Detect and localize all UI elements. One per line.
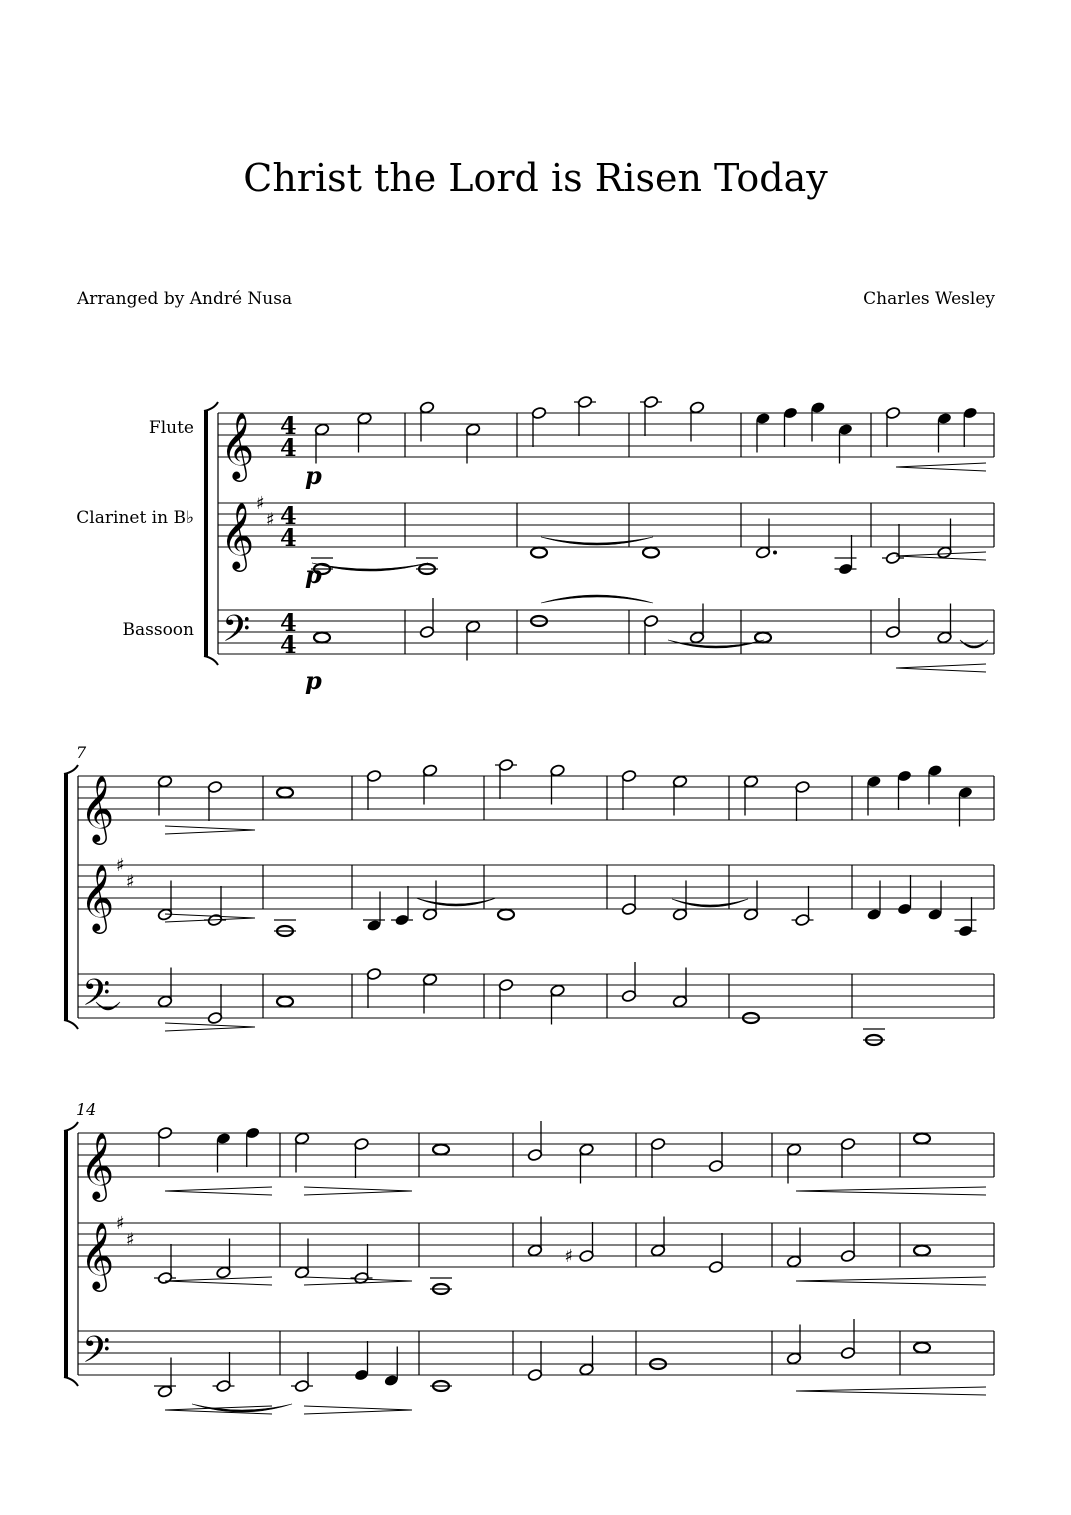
tie-slur <box>672 899 748 907</box>
note <box>277 788 293 798</box>
composer-credit: Charles Wesley <box>863 289 995 309</box>
time-signature-denominator: 4 <box>280 433 297 462</box>
whole-notehead <box>498 910 514 920</box>
system-bracket <box>204 402 218 411</box>
note <box>207 984 222 1025</box>
decrescendo-hairpin <box>304 1191 412 1195</box>
system-bracket <box>64 1131 68 1377</box>
key-signature-sharp: ♯ <box>116 855 125 876</box>
note <box>795 886 810 927</box>
note <box>840 1319 855 1360</box>
note <box>531 548 547 558</box>
key-signature-sharp: ♯ <box>116 1213 125 1234</box>
crescendo-hairpin <box>796 1277 986 1281</box>
note <box>419 598 434 639</box>
system-bracket <box>64 765 78 774</box>
note <box>885 524 900 565</box>
note <box>157 1244 172 1285</box>
note <box>621 875 636 916</box>
note <box>755 633 771 643</box>
note <box>498 910 514 920</box>
note <box>643 548 659 558</box>
crescendo-hairpin <box>896 463 986 467</box>
decrescendo-hairpin <box>165 830 255 834</box>
note <box>277 997 293 1007</box>
note <box>394 886 409 927</box>
whole-notehead <box>755 633 771 643</box>
note <box>157 1126 172 1167</box>
instrument-label-bassoon: Bassoon <box>122 620 194 640</box>
note <box>366 967 381 1008</box>
note <box>245 1126 260 1167</box>
treble-clef-icon: 𝄞 <box>80 1131 115 1199</box>
whole-notehead <box>277 788 293 798</box>
key-signature-sharp: ♯ <box>266 509 275 531</box>
measure-number: 14 <box>76 1100 97 1119</box>
treble-clef-icon: 𝄞 <box>80 1221 115 1289</box>
sharp-accidental: ♯ <box>564 1246 574 1267</box>
note <box>527 1121 542 1162</box>
system-bracket <box>64 1020 78 1029</box>
crescendo-hairpin <box>896 467 986 471</box>
treble-clef-icon: 𝄞 <box>80 863 115 931</box>
tie-slur <box>541 537 653 545</box>
time-signature-numerator: 4 <box>280 411 297 440</box>
tie-slur <box>541 595 653 603</box>
whole-notehead <box>643 548 659 558</box>
note <box>294 1352 309 1393</box>
crescendo-hairpin <box>896 664 986 668</box>
bass-clef-icon: 𝄢 <box>82 1329 111 1380</box>
crescendo-hairpin <box>796 1391 986 1395</box>
decrescendo-hairpin <box>304 1406 412 1410</box>
note <box>708 1132 723 1173</box>
time-signature-denominator: 4 <box>280 523 297 552</box>
crescendo-hairpin <box>796 1281 986 1285</box>
note <box>207 780 222 821</box>
decrescendo-hairpin <box>165 1027 255 1031</box>
note <box>577 395 592 436</box>
measure-number: 7 <box>76 743 87 762</box>
note <box>354 1137 369 1178</box>
note <box>643 614 658 655</box>
dynamic-marking: p <box>305 461 322 490</box>
whole-notehead <box>914 1134 930 1144</box>
note <box>498 758 513 799</box>
note <box>498 978 513 1019</box>
note <box>885 598 900 639</box>
note <box>897 875 912 916</box>
decrescendo-hairpin <box>304 1187 412 1191</box>
whole-notehead <box>314 633 330 643</box>
key-signature-sharp: ♯ <box>256 493 265 514</box>
note <box>914 1246 930 1256</box>
time-signature-denominator: 4 <box>280 630 297 659</box>
note <box>650 1137 665 1178</box>
treble-clef-icon: 𝄞 <box>220 411 255 479</box>
system-bracket <box>64 1122 78 1131</box>
system-bracket <box>64 774 68 1020</box>
decrescendo-hairpin <box>304 1410 412 1414</box>
note <box>708 1233 723 1274</box>
key-signature-sharp: ♯ <box>126 871 135 893</box>
note <box>958 897 973 938</box>
crescendo-hairpin <box>796 1191 986 1195</box>
tie-slur <box>192 1404 292 1412</box>
note <box>643 395 658 436</box>
time-signature-numerator: 4 <box>280 501 297 530</box>
note <box>783 406 798 447</box>
crescendo-hairpin <box>165 1187 272 1191</box>
note <box>216 1352 231 1393</box>
crescendo-hairpin <box>165 1277 272 1281</box>
crescendo-hairpin <box>165 1281 272 1285</box>
augmentation-dot <box>773 551 777 555</box>
note <box>314 633 330 643</box>
note <box>621 962 636 1003</box>
tie-slur <box>960 640 988 648</box>
system-bracket <box>204 656 218 665</box>
whole-notehead <box>531 548 547 558</box>
note <box>914 1134 930 1144</box>
note <box>897 769 912 810</box>
decrescendo-hairpin <box>165 1023 255 1027</box>
dynamic-marking: p <box>305 560 322 589</box>
crescendo-hairpin <box>896 668 986 672</box>
bass-clef-icon: 𝄢 <box>222 608 251 659</box>
note <box>838 535 853 576</box>
note <box>531 406 546 447</box>
instrument-label-clarinet: Clarinet in B♭ <box>76 508 194 528</box>
bass-clef-icon: 𝄢 <box>82 972 111 1023</box>
note <box>963 406 978 447</box>
crescendo-hairpin <box>165 1191 272 1195</box>
tie-slur <box>668 640 764 648</box>
key-signature-sharp: ♯ <box>126 1229 135 1251</box>
instrument-label-flute: Flute <box>148 418 194 438</box>
whole-notehead <box>914 1246 930 1256</box>
whole-notehead <box>914 1343 930 1353</box>
note <box>366 769 381 810</box>
note <box>795 780 810 821</box>
treble-clef-icon: 𝄞 <box>80 774 115 842</box>
note <box>840 1222 855 1263</box>
note <box>527 1341 542 1382</box>
note <box>354 1341 369 1382</box>
note <box>840 1137 855 1178</box>
note <box>914 1343 930 1353</box>
score-title: Christ the Lord is Risen Today <box>243 156 828 200</box>
note <box>433 1145 449 1155</box>
decrescendo-hairpin <box>165 826 255 830</box>
note <box>621 769 636 810</box>
crescendo-hairpin <box>796 1187 986 1191</box>
arranger-credit: Arranged by André Nusa <box>77 289 293 309</box>
system-bracket <box>64 1377 78 1386</box>
whole-notehead <box>433 1145 449 1155</box>
whole-notehead <box>277 997 293 1007</box>
crescendo-hairpin <box>796 1387 986 1391</box>
system-bracket <box>204 411 208 656</box>
note <box>885 406 900 447</box>
treble-clef-icon: 𝄞 <box>220 501 255 569</box>
dynamic-marking: p <box>305 666 322 695</box>
time-signature-numerator: 4 <box>280 608 297 637</box>
